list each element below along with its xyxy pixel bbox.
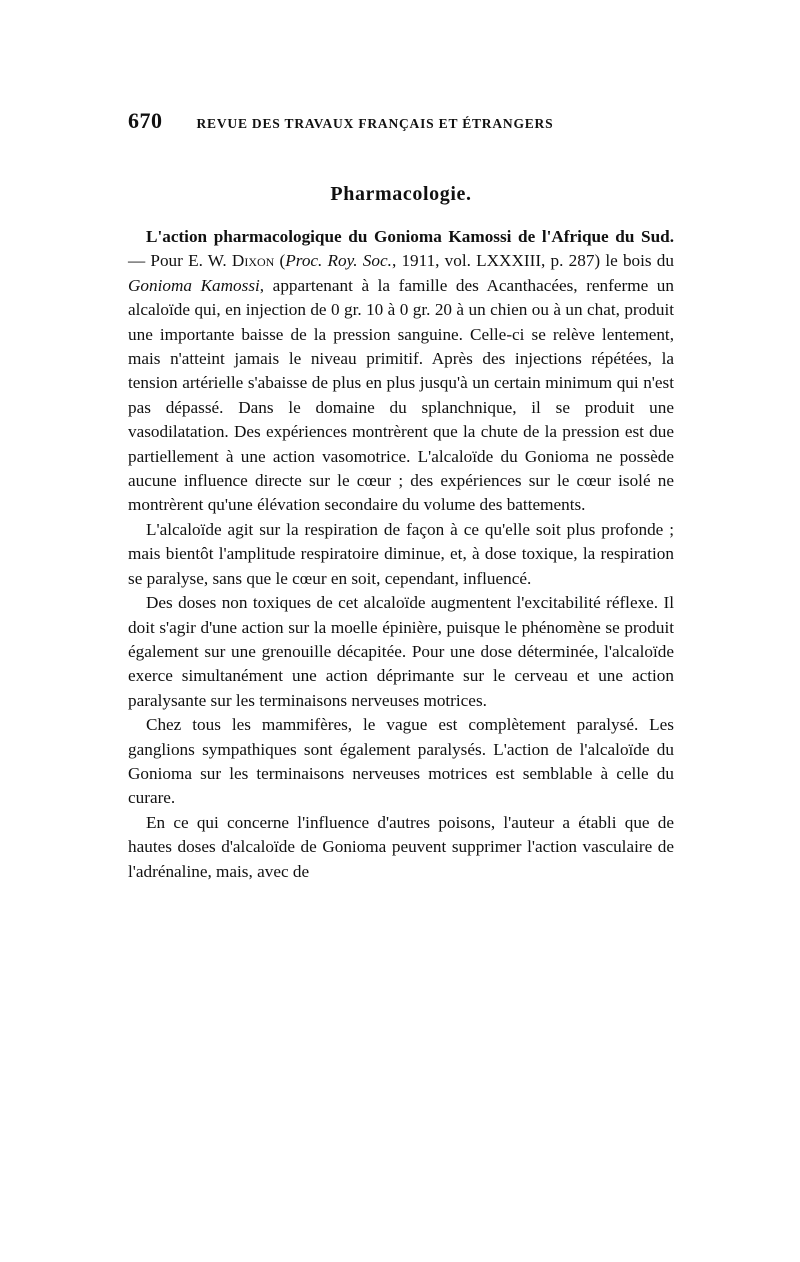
paragraph-1 — [128, 225, 674, 518]
species-name: Gonioma Kamossi — [128, 275, 260, 295]
paragraph-2: L'alcaloïde agit sur la respiration de façon à ce qu'elle soit plus profonde ; mais bientôt l'amplitude respiratoire diminue, et, à dose toxique, la respiration se paralyse, sans que le cœur en soit, cependant, influencé. — [128, 519, 674, 588]
reference-journal: Proc. Roy. Soc. — [285, 251, 392, 271]
article-title: L'action pharmacologique du Gonioma Kamossi de l'Afrique du Sud. — [146, 227, 674, 246]
journal-running-title: REVUE DES TRAVAUX FRANÇAIS ET ÉTRANGERS — [196, 116, 554, 131]
paragraph-1-text: , appartenant à la famille des Acanthacées, renferme un alcaloïde qui, en injection de 0 gr. 10 à 0 gr. 20 à un chien ou à un chat, produit une importante baisse de la pression sanguine. Celle-ci se relève lentement, mais n'atteint jamais le niveau primitif. Après des injections répétées, la tension artérielle s'abaisse de plus en plus jusqu'à un certain minimum qui n'est pas dépassé. Dans le domaine du splanchnique, il se produit une vasodilatation. Des expériences montrèrent que la chute de la pression est due partiellement à une action vasomotrice. L'alcaloïde du Gonioma ne possède aucune influence directe sur le cœur ; des expériences sur le cœur isolé ne montrèrent qu'une élévation secondaire du volume des battements. — [128, 275, 674, 515]
reference-details: , 1911, vol. LXXXIII, p. 287) le bois du — [391, 251, 674, 271]
page-number: 670 — [128, 108, 163, 133]
intro-dash: — Pour E. W. — [128, 251, 232, 271]
paragraph-3: Des doses non toxiques de cet alcaloïde augmentent l'excitabilité réflexe. Il doit s'agir d'une action sur la moelle épinière, puisque le phénomène se produit également sur une grenouille décapitée. Pour une dose déterminée, l'alcaloïde exerce simultanément une action déprimante sur le cerveau et une action paralysante sur les terminaisons nerveuses motrices. — [128, 593, 674, 710]
author-name: Dixon — [231, 251, 275, 271]
reference-open: ( — [274, 251, 286, 271]
paragraph-5: En ce qui concerne l'influence d'autres poisons, l'auteur a établi que de hautes doses d'alcaloïde de Gonioma peuvent supprimer l'action vasculaire de l'adrénaline, mais, avec de — [128, 812, 674, 881]
journal-page — [128, 108, 674, 884]
section-title: Pharmacologie. — [330, 183, 472, 205]
running-head — [128, 108, 674, 138]
paragraph-4: Chez tous les mammifères, le vague est complètement paralysé. Les ganglions sympathiques sont également paralysés. L'action de l'alcaloïde du Gonioma sur les terminaisons nerveuses motrices est semblable à celle du curare. — [128, 715, 674, 808]
article-body — [128, 225, 674, 884]
